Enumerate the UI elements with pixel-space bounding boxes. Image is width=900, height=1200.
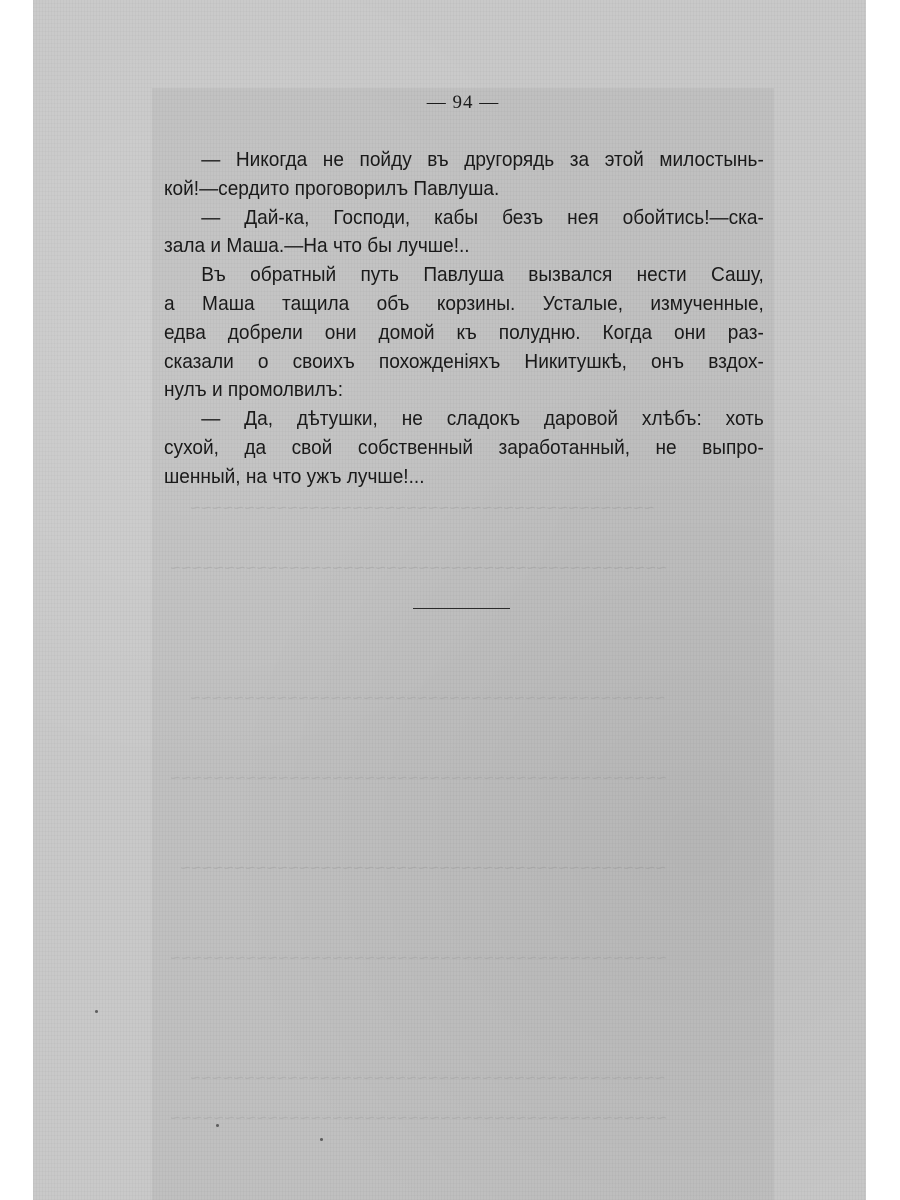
text-line: сказали о своихъ похожденіяхъ Никитушкѣ, онъ вздох- — [164, 349, 764, 373]
text-line: шенный, на что ужъ лучше!... — [164, 464, 425, 488]
paper-speck — [95, 1010, 98, 1013]
paragraph — [164, 405, 764, 491]
paragraph — [164, 261, 764, 405]
text-line: нулъ и промолвилъ: — [164, 378, 343, 402]
text-line: зала и Маша.—На что бы лучше!.. — [164, 234, 470, 258]
paragraph — [164, 204, 764, 262]
text-line: Въ обратный путь Павлуша вызвался нести Сашу, — [201, 263, 764, 287]
text-line: сухой, да свой собственный заработанный, не выпро- — [164, 435, 764, 459]
text-line: — Да, дѣтушки, не сладокъ даровой хлѣбъ: хоть — [201, 407, 764, 431]
section-separator-rule — [413, 608, 510, 609]
text-line: — Дай-ка, Господи, кабы безъ нея обойтись!—ска- — [201, 205, 764, 229]
page-number: — 94 — — [426, 92, 500, 113]
text-line: едва добрели они домой къ полудню. Когда они раз- — [164, 320, 764, 344]
paper-speck — [320, 1138, 323, 1141]
paragraph — [164, 146, 764, 204]
text-line: а Маша тащила объ корзины. Усталые, измученные, — [164, 291, 764, 315]
text-line: кой!—сердито проговорилъ Павлуша. — [164, 176, 500, 200]
text-line: — Никогда не пойду въ другорядь за этой милостынь- — [201, 148, 764, 171]
paper-speck — [216, 1124, 219, 1127]
body-text — [164, 146, 764, 492]
